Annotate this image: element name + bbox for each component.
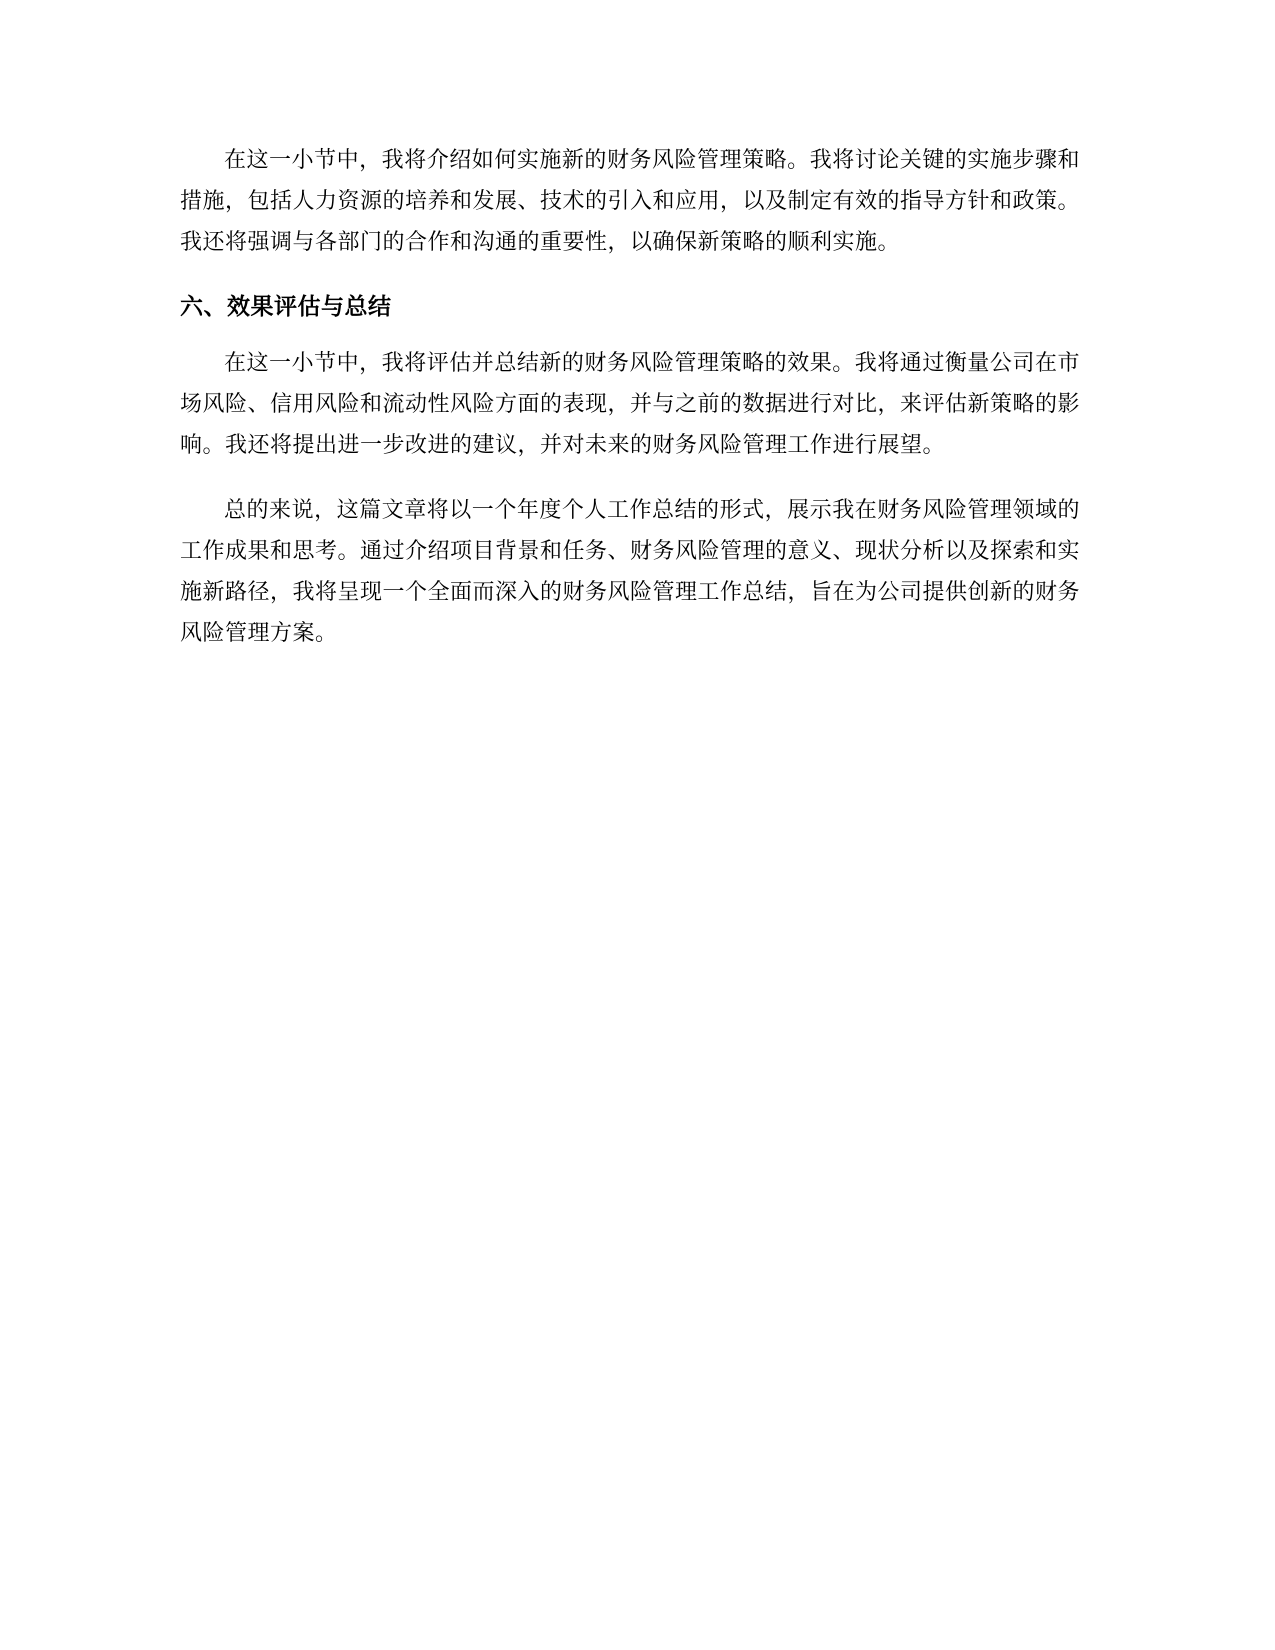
document-page	[180, 140, 1080, 654]
conclusion-paragraph: 总的来说，这篇文章将以一个年度个人工作总结的形式，展示我在财务风险管理领域的工作成果和思考。通过介绍项目背景和任务、财务风险管理的意义、现状分析以及探索和实施新路径，我将呈现一个全面而深入的财务风险管理工作总结，旨在为公司提供创新的财务风险管理方案。	[180, 498, 1081, 646]
evaluation-paragraph: 在这一小节中，我将评估并总结新的财务风险管理策略的效果。我将通过衡量公司在市场风险、信用风险和流动性风险方面的表现，并与之前的数据进行对比，来评估新策略的影响。我还将提出进一步改进的建议，并对未来的财务风险管理工作进行展望。	[180, 351, 1081, 458]
section-heading: 六、效果评估与总结	[180, 294, 392, 320]
implementation-paragraph: 在这一小节中，我将介绍如何实施新的财务风险管理策略。我将讨论关键的实施步骤和措施，包括人力资源的培养和发展、技术的引入和应用，以及制定有效的指导方针和政策。我还将强调与各部门的合作和沟通的重要性，以确保新策略的顺利实施。	[180, 148, 1081, 255]
